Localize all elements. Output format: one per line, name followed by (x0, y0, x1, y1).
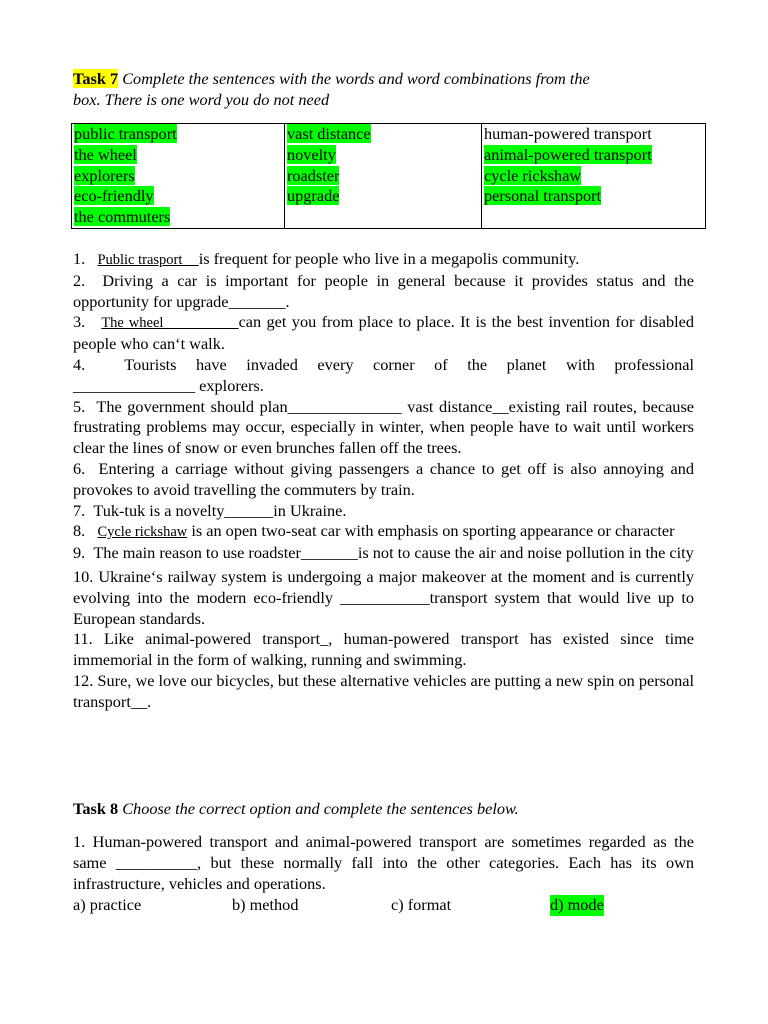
answer-written: Public trasport (97, 252, 183, 268)
task8-question-text: 1. Human-powered transport and animal-powered transport are sometimes regarded as the same __________, but these normally fall into the other categories. Each has its own infrastructure, vehicles and operations. (73, 832, 694, 893)
sentence-4-cont: _______________ explorers. (73, 375, 264, 395)
word-box-col2 (285, 124, 482, 229)
task8-heading (73, 799, 698, 820)
word-item: the wheel (74, 144, 137, 164)
word-item: explorers (74, 165, 135, 185)
sentence-9: 9. The main reason to use roadster_______is not to cause the air and noise pollution in the city (73, 543, 694, 563)
task8-options (73, 895, 698, 916)
word-item: personal transport (484, 186, 602, 206)
task8-instruction: Choose the correct option and complete the sentences below. (122, 799, 519, 818)
sentence-6: 6. Entering a carriage without giving passengers a chance to get off is also annoying and provokes to avoid travelling the commuters by train. (73, 458, 695, 499)
sentence-3: 3. The wheel can get you from place to place. It is the best invention for disabled people who can‘t walk. (73, 312, 694, 354)
answer-written: The wheel (101, 315, 164, 332)
word-item: cycle rickshaw (484, 165, 582, 185)
task7-instruction-line2: box. There is one word you do not need (73, 89, 330, 109)
task8-question-1 (73, 832, 694, 894)
sentence-10: 10. Ukraine‘s railway system is undergoing a major makeover at the moment and is currently evolving into the modern eco-friendly ___________transport system that would live up to European standards. (73, 566, 694, 628)
option-d-selected[interactable]: d) mode (550, 895, 604, 914)
word-item: the commuters (74, 207, 171, 227)
word-box (71, 123, 706, 229)
word-item: animal-powered transport (484, 144, 652, 164)
word-item: public transport (74, 124, 177, 143)
word-item: roadster (287, 165, 340, 185)
word-item: human-powered transport (484, 124, 652, 143)
answer-written: Cycle rickshaw (97, 524, 188, 541)
sentence-4: 4. Tourists have invaded every corner of the planet with professional (73, 354, 694, 374)
task8-label: Task 8 (73, 799, 119, 818)
word-item: vast distance (287, 124, 371, 143)
task7-sentences (73, 249, 694, 713)
sentence-5: 5. The government should plan______________ vast distance__existing rail routes, because frustrating problems may occur, especially in winter, when people have to wait until workers clear the lines of snow or even brunches fallen off the trees. (73, 396, 695, 458)
option-b[interactable]: b) method (232, 895, 299, 914)
sentence-11: 11. Like animal-powered transport_, human-powered transport has existed since time immemorial in the form of walking, running and swimming. (73, 629, 694, 670)
sentence-1: 1. Public trasport is frequent for people who live in a megapolis community. (73, 249, 580, 268)
word-item: upgrade (287, 186, 340, 206)
word-item: novelty (287, 144, 336, 164)
task7-heading (73, 69, 698, 111)
option-a[interactable]: a) practice (73, 895, 142, 914)
sentence-2: 2. Driving a car is important for people in general because it provides status and the opportunity for upgrade_______. (73, 270, 695, 311)
task7-instruction-line1: Complete the sentences with the words and word combinations from the (122, 69, 590, 88)
task7-label: Task 7 (73, 69, 119, 88)
word-box-col3 (482, 124, 706, 229)
sentence-12: 12. Sure, we love our bicycles, but these alternative vehicles are putting a new spin on personal transport__. (73, 670, 694, 711)
option-c[interactable]: c) format (391, 895, 452, 914)
word-box-col1 (72, 124, 285, 229)
sentence-7: 7. Tuk-tuk is a novelty______in Ukraine. (73, 500, 347, 520)
word-item: eco-friendly (74, 186, 154, 206)
sentence-8: 8. Cycle rickshaw is an open two-seat car with emphasis on sporting appearance or character (73, 521, 675, 541)
